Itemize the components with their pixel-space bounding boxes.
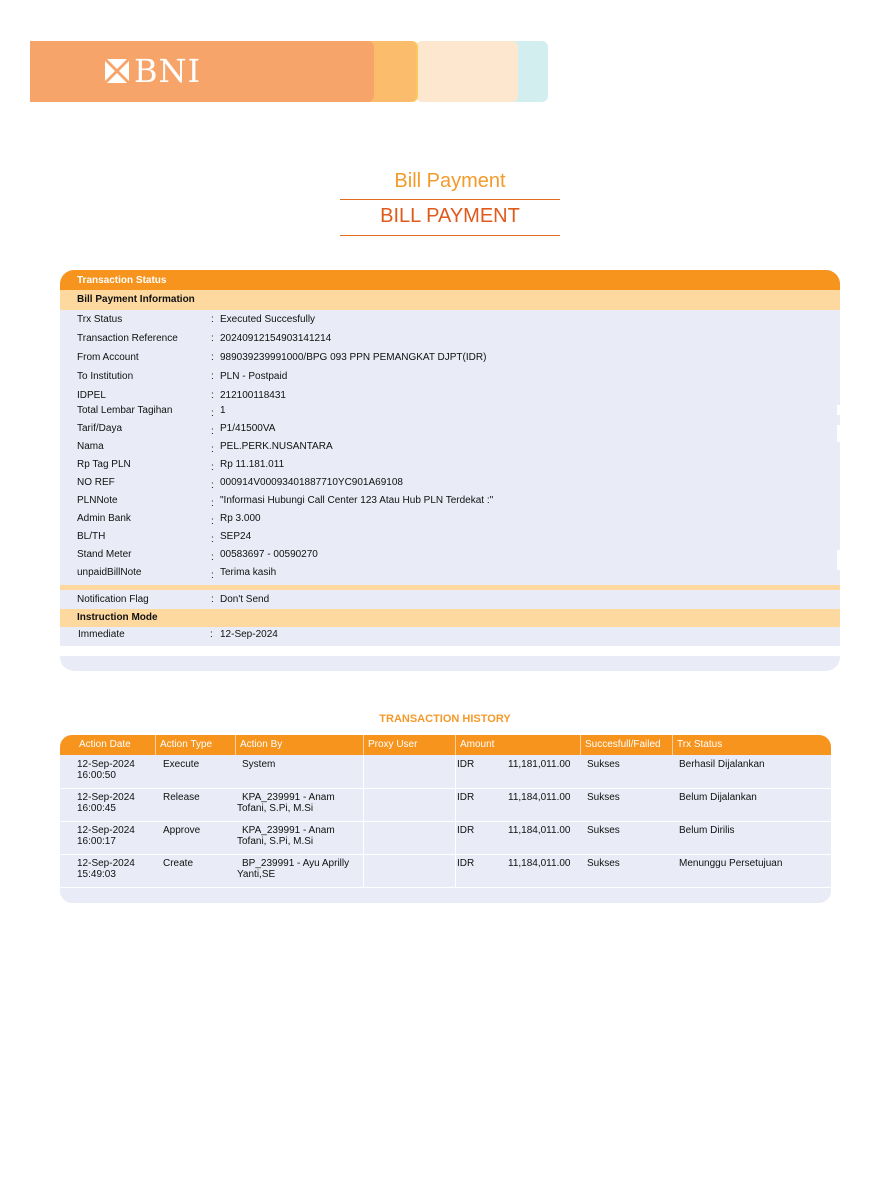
panel-header: Transaction Status: [60, 270, 840, 290]
bni-logo-text: BNI: [134, 52, 202, 90]
cell-currency: IDR: [457, 858, 475, 869]
field-row: [60, 455, 840, 473]
transaction-status-panel: [60, 270, 840, 671]
cell-trx-status: Belum Dirilis: [679, 825, 735, 836]
cell-amount: 11,184,011.00: [508, 825, 571, 836]
field-label: Transaction Reference: [77, 333, 178, 344]
field-colon: :: [211, 516, 214, 527]
cell-trx-status: Berhasil Dijalankan: [679, 759, 765, 770]
field-colon: :: [211, 480, 214, 491]
cell-currency: IDR: [457, 759, 475, 770]
cell-action-by: KPA_239991 - Anam: [242, 825, 335, 836]
field-label: Tarif/Daya: [77, 423, 123, 434]
panel-edge-marks: [837, 425, 840, 442]
field-label: Rp Tag PLN: [77, 459, 131, 470]
field-colon: :: [210, 629, 213, 640]
cell-amount: 11,184,011.00: [508, 792, 571, 803]
cell-time: 16:00:45: [77, 803, 116, 814]
field-colon: :: [211, 462, 214, 473]
field-row: [60, 527, 840, 545]
page-subtitle: BILL PAYMENT: [380, 205, 520, 227]
panel-edge-marks: [837, 550, 840, 570]
field-label: PLNNote: [77, 495, 118, 506]
cell-date: 12-Sep-2024: [77, 792, 135, 803]
table-row: [60, 788, 831, 821]
column-header-action-type: Action Type: [160, 739, 213, 750]
cell-result: Sukses: [587, 759, 620, 770]
field-label: From Account: [77, 352, 139, 363]
column-header-proxy-user: Proxy User: [368, 739, 418, 750]
cell-trx-status: Belum Dijalankan: [679, 792, 757, 803]
history-footer: [60, 888, 831, 903]
field-value: PLN - Postpaid: [220, 371, 288, 382]
field-value: Executed Succesfully: [220, 314, 316, 325]
header-divider: [155, 735, 156, 755]
field-colon: :: [211, 534, 214, 545]
field-label: NO REF: [77, 477, 115, 488]
field-value: "Informasi Hubungi Call Center 123 Atau Hub PLN Terdekat :": [220, 495, 494, 506]
table-row: [60, 854, 831, 887]
column-header-action-by: Action By: [240, 739, 283, 750]
cell-action-by: KPA_239991 - Anam: [242, 792, 335, 803]
history-title: TRANSACTION HISTORY: [379, 713, 511, 725]
field-colon: :: [211, 408, 214, 419]
field-label: Immediate: [78, 629, 125, 640]
table-row: [60, 821, 831, 854]
section-header-instruction-mode: Instruction Mode: [60, 609, 840, 627]
bni-logo: [103, 52, 202, 90]
field-value: Rp 11.181.011: [220, 459, 285, 470]
cell-result: Sukses: [587, 792, 620, 803]
column-header-trx-status: Trx Status: [677, 739, 723, 750]
cell-result: Sukses: [587, 858, 620, 869]
field-value: SEP24: [220, 531, 252, 542]
field-row: [60, 545, 840, 563]
field-colon: :: [211, 352, 214, 363]
field-colon: :: [211, 552, 214, 563]
field-value: 212100118431: [220, 390, 286, 401]
cell-action-type: Create: [163, 858, 194, 869]
field-row: [60, 348, 840, 366]
field-label: Stand Meter: [77, 549, 132, 560]
header-banner: [30, 41, 548, 102]
header-divider: [580, 735, 581, 755]
field-label: Trx Status: [77, 314, 123, 325]
field-row: [60, 367, 840, 385]
field-colon: :: [211, 570, 214, 581]
cell-date: 12-Sep-2024: [77, 858, 135, 869]
cell-currency: IDR: [457, 792, 475, 803]
history-header-row: [60, 735, 831, 755]
header-divider: [672, 735, 673, 755]
field-value: Terima kasih: [220, 567, 277, 578]
field-label: Nama: [77, 441, 104, 452]
field-label: Notification Flag: [77, 594, 149, 605]
cell-time: 16:00:17: [77, 836, 116, 847]
field-value: Rp 3.000: [220, 513, 261, 524]
cell-result: Sukses: [587, 825, 620, 836]
field-value: 12-Sep-2024: [220, 629, 278, 640]
field-value: 000914V00093401887710YC901A69108: [220, 477, 403, 488]
field-value: 00583697 - 00590270: [220, 549, 318, 560]
cell-date: 12-Sep-2024: [77, 759, 135, 770]
field-row: [60, 329, 840, 347]
bni-mark-icon: [103, 57, 131, 85]
field-label: BL/TH: [77, 531, 106, 542]
field-value: Don't Send: [220, 594, 270, 605]
history-body: [60, 755, 831, 888]
column-header-amount: Amount: [460, 739, 495, 750]
cell-time: 15:49:03: [77, 869, 116, 880]
cell-action-by-cont: Yanti,SE: [237, 869, 276, 880]
instruction-row-wrap: [60, 627, 840, 646]
cell-trx-status: Menunggu Persetujuan: [679, 858, 783, 869]
cell-action-type: Approve: [163, 825, 201, 836]
field-row: [60, 437, 840, 455]
panel-gap: [60, 646, 840, 656]
header-divider: [455, 735, 456, 755]
title-divider: [340, 199, 560, 200]
row-divider: [60, 887, 831, 888]
transaction-history-table: [60, 735, 831, 903]
cell-action-by: BP_239991 - Ayu Aprilly: [242, 858, 350, 869]
column-header-result: Succesfull/Failed: [585, 739, 661, 750]
field-colon: :: [211, 390, 214, 401]
field-row: [60, 491, 840, 509]
field-value: 1: [220, 405, 226, 416]
cell-action-by: System: [242, 759, 276, 770]
cell-amount: 11,184,011.00: [508, 858, 571, 869]
subtitle-divider: [340, 235, 560, 236]
cell-currency: IDR: [457, 825, 475, 836]
header-divider: [235, 735, 236, 755]
field-colon: :: [211, 371, 214, 382]
cell-date: 12-Sep-2024: [77, 825, 135, 836]
cell-time: 16:00:50: [77, 770, 116, 781]
field-row-notification: [60, 590, 840, 608]
field-row: [60, 310, 840, 328]
field-label: unpaidBillNote: [77, 567, 142, 578]
field-label: Total Lembar Tagihan: [77, 405, 173, 416]
field-value: 20240912154903141214: [220, 333, 332, 344]
field-colon: :: [211, 314, 214, 325]
field-row: [60, 509, 840, 527]
bill-payment-fields: [60, 310, 840, 585]
panel-footer: [60, 656, 840, 671]
cell-action-type: Execute: [163, 759, 200, 770]
page-title: Bill Payment: [394, 170, 506, 192]
header-divider: [363, 735, 364, 755]
field-label: Admin Bank: [77, 513, 131, 524]
cell-amount: 11,181,011.00: [508, 759, 571, 770]
field-row: [60, 419, 840, 437]
notification-row-wrap: [60, 590, 840, 609]
field-row: [60, 563, 840, 581]
section-header-bill-payment: Bill Payment Information: [60, 290, 840, 310]
column-header-action-date: Action Date: [79, 739, 131, 750]
field-colon: :: [211, 333, 214, 344]
banner-stripe-orange: [30, 41, 374, 102]
field-label: IDPEL: [77, 390, 106, 401]
field-value: 989039239991000/BPG 093 PPN PEMANGKAT DJPT(IDR): [220, 352, 487, 363]
field-value: P1/41500VA: [220, 423, 276, 434]
field-value: PEL.PERK.NUSANTARA: [220, 441, 333, 452]
field-colon: :: [211, 594, 214, 605]
field-row-instruction: [60, 627, 840, 645]
panel-edge-marks: [837, 405, 840, 415]
cell-action-by-cont: Tofani, S.Pi, M.Si: [237, 803, 314, 814]
field-colon: :: [211, 444, 214, 455]
cell-action-type: Release: [163, 792, 200, 803]
field-colon: :: [211, 498, 214, 509]
table-row: [60, 755, 831, 788]
field-row: [60, 401, 840, 419]
banner-stripe-cream: [416, 41, 518, 102]
field-row: [60, 473, 840, 491]
field-label: To Institution: [77, 371, 134, 382]
cell-action-by-cont: Tofani, S.Pi, M.Si: [237, 836, 314, 847]
field-colon: :: [211, 426, 214, 437]
